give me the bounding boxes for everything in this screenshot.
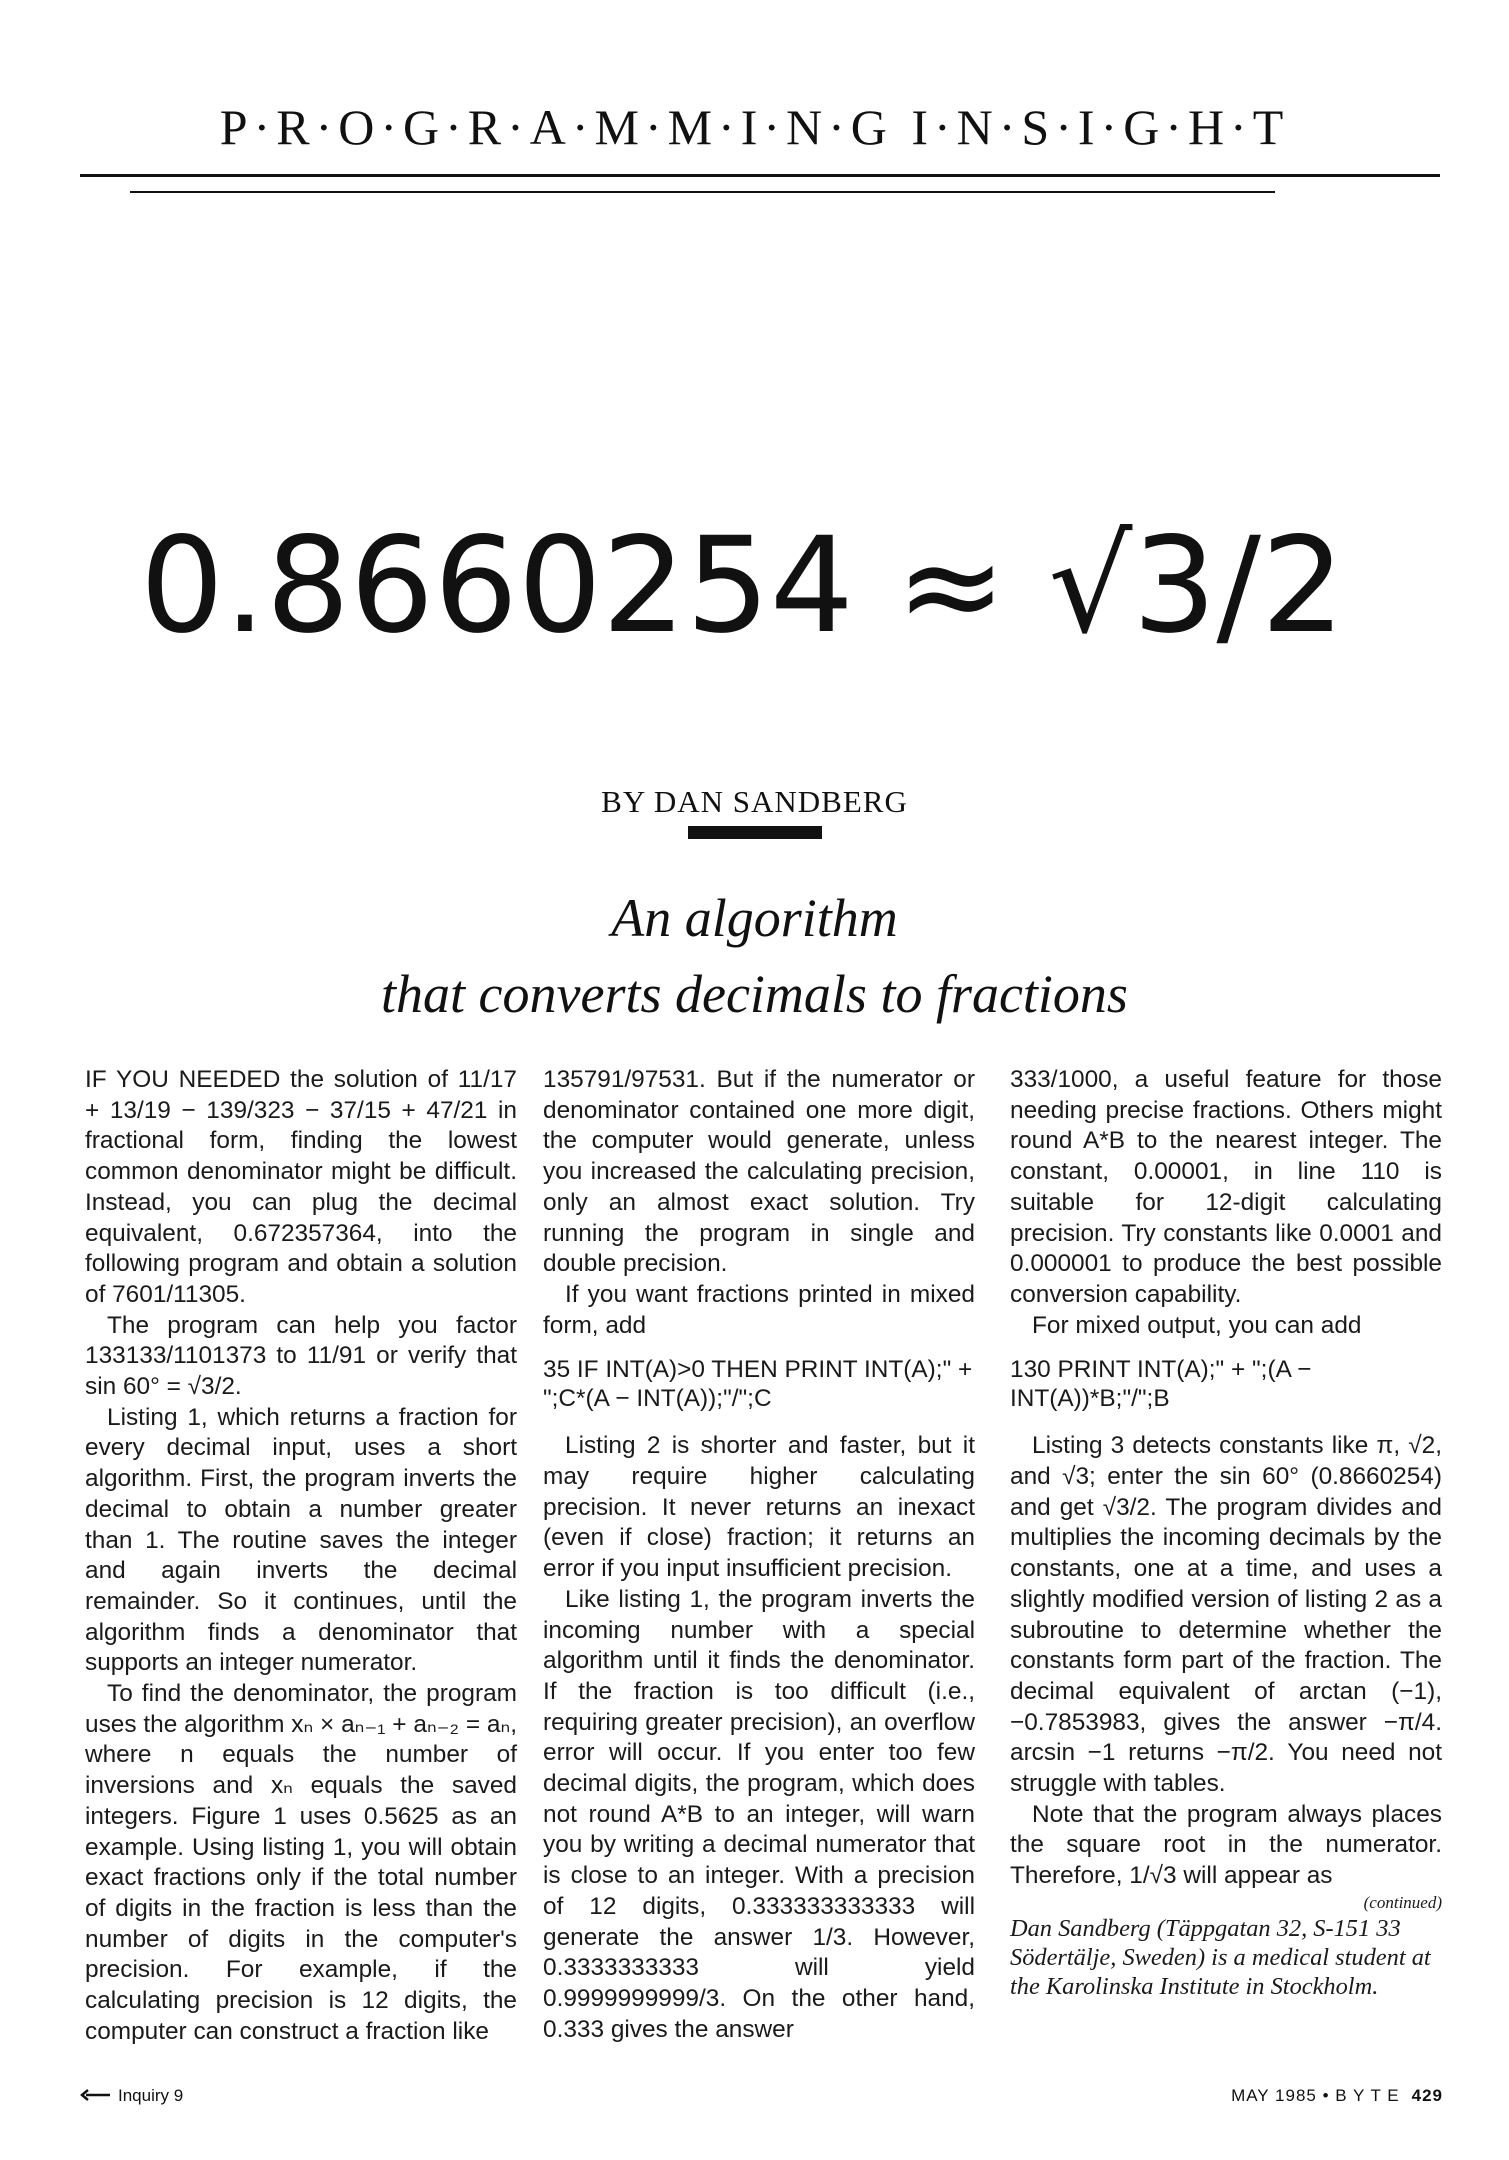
section-header: P·R·O·G·R·A·M·M·I·N·G I·N·S·I·G·H·T [219, 99, 1290, 155]
paragraph: 135791/97531. But if the numerator or denominator contained one more digit, the computer would generate, unless you increased the calculating precision, only an almost exact solution. Try running the program in single and double precision. [543, 1066, 975, 1278]
byline: BY DAN SANDBERG [601, 784, 908, 819]
body-column-3 [1010, 1065, 1442, 2001]
article-deck [0, 880, 1509, 1032]
paragraph: Listing 1, which returns a fraction for every decimal input, uses a short algorithm. First, the program inverts the decimal to obtain a number greater than 1. The routine saves the integer and again inverts the decimal remainder. So it continues, until the algorithm finds a denominator that supports an integer numerator. [85, 1403, 517, 1677]
header-rule-thin [130, 191, 1275, 193]
paragraph: Listing 3 detects constants like π, √2, and √3; enter the sin 60° (0.8660254) and get √3/2. The program divides and multiplies the incoming decimals by the constants, one at a time, and uses a slightly modified version of listing 2 as a subroutine to determine whether the constants form part of the fraction. The decimal equivalent of arctan (−1), −0.7853983, gives the answer −π/4. arcsin −1 returns −π/2. You need not struggle with tables. [1010, 1432, 1442, 1798]
inquiry-label: Inquiry 9 [118, 2086, 184, 2105]
paragraph: The program can help you factor 133133/1101373 to 11/91 or verify that sin 60° = √3/2. [85, 1311, 517, 1401]
deck-line-2: that converts decimals to fractions [381, 964, 1128, 1024]
paragraph: For mixed output, you can add [1032, 1311, 1362, 1339]
left-arrow-icon [80, 2086, 110, 2106]
header-rule-thick [80, 174, 1440, 177]
footer-inquiry [80, 2086, 183, 2106]
footer-folio [1231, 2086, 1443, 2106]
paragraph: 333/1000, a useful feature for those needing precise fractions. Others might round A*B to the nearest integer. The constant, 0.00001, in line 110 is suitable for 12-digit calculating precision. Try constants like 0.0001 and 0.000001 to produce the best possible conversion capability. [1010, 1066, 1442, 1308]
deck-line-1: An algorithm [611, 888, 898, 948]
author-bio: Dan Sandberg (Täppgatan 32, S-151 33 Södertälje, Sweden) is a medical student at the Karolinska Institute in Stockholm. [1010, 1914, 1431, 2000]
byline-bar [688, 826, 822, 839]
paragraph: Like listing 1, the program inverts the incoming number with a special algorithm until it finds the denominator. If the fraction is too difficult (i.e., requiring greater precision), an overflow error will occur. If you enter too few decimal digits, the program, which does not round A*B to an integer, will warn you by writing a decimal numerator that is close to an integer. With a precision of 12 digits, 0.333333333333 will generate the answer 1/3. However, 0.3333333333 will yield 0.9999999999/3. On the other hand, 0.333 gives the answer [543, 1585, 975, 2043]
page-number: 429 [1411, 2086, 1443, 2105]
code-snippet: 35 IF INT(A)>0 THEN PRINT INT(A);" + ";C*(A − INT(A));"/";C [543, 1356, 973, 1413]
issue-label: MAY 1985 • B Y T E [1231, 2086, 1400, 2105]
continued-note: (continued) [1363, 1892, 1442, 1912]
paragraph: Listing 2 is shorter and faster, but it may require higher calculating precision. It never returns an inexact (even if close) fraction; it returns an error if you input insufficient precision. [543, 1432, 975, 1583]
paragraph: To find the denominator, the program uses the algorithm xₙ × aₙ₋₁ + aₙ₋₂ = aₙ, where n equals the number of inversions and xₙ equals the saved integers. Figure 1 uses 0.5625 as an example. Using listing 1, you will obtain exact fractions only if the total number of digits in the fraction is less than the number of digits in the computer's precision. For example, if the calculating precision is 12 digits, the computer can construct a fraction like [85, 1680, 517, 2045]
body-column-1 [85, 1065, 517, 2048]
paragraph: Note that the program always places the square root in the numerator. Therefore, 1/√3 will appear as [1010, 1800, 1442, 1890]
code-snippet: 130 PRINT INT(A);" + ";(A − INT(A))*B;"/";B [1010, 1356, 1312, 1413]
paragraph: IF YOU NEEDED the solution of 11/17 + 13/19 − 139/323 − 37/15 + 47/21 in fractional form, finding the lowest common denominator might be difficult. Instead, you can plug the decimal equivalent, 0.672357364, into the following program and obtain a solution of 7601/11305. [85, 1066, 517, 1308]
article-headline: 0.8660254 ≈ √3/2 [140, 509, 1345, 663]
paragraph: If you want fractions printed in mixed form, add [543, 1280, 975, 1339]
body-column-2 [543, 1065, 975, 2045]
